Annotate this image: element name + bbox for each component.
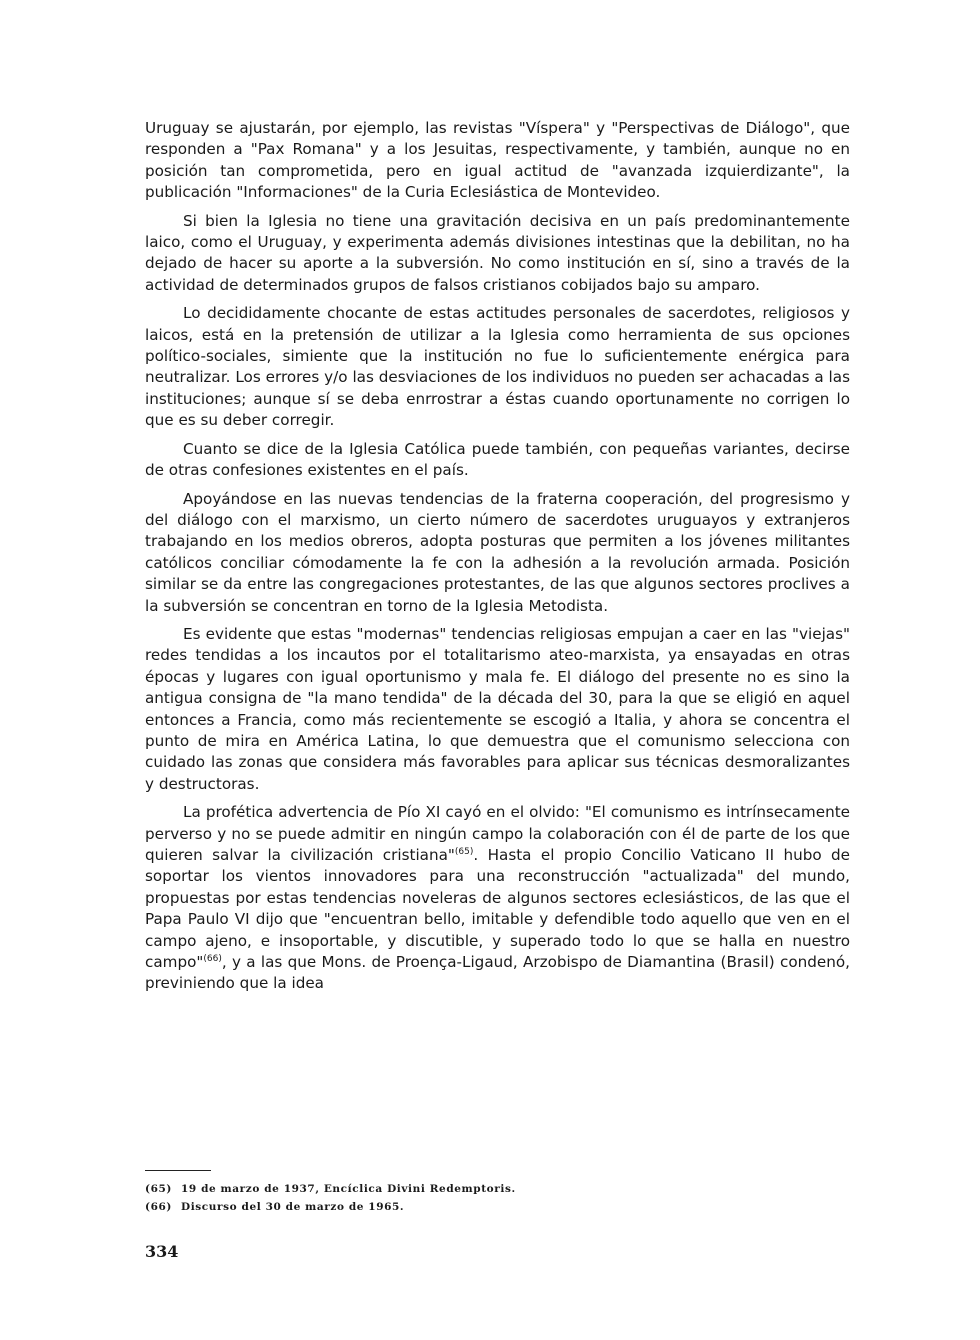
paragraph-7-part-3: , y a las que Mons. de Proença-Ligaud, Arzobispo de Diamantina (Brasil) condenó, previniendo que la idea xyxy=(145,953,850,993)
paragraph-7-part-1: La profética advertencia de Pío XI cayó en el olvido: "El comunismo es intrínsecamente perverso y no se puede admitir en ningún campo la colaboración con él de parte de los que quieren salvar la civilización cristiana" xyxy=(145,803,850,864)
paragraph-7-part-2: . Hasta el propio Concilio Vaticano II hubo de soportar los vientos innovadores para una reconstrucción "actualizada" del mundo, propuestas por estas tendencias noveleras de algunos sectores eclesiásticos, de las que el Papa Paulo VI dijo que "encuentran bello, imitable y defendible todo aquello que ven en el campo ajeno, e insoportable, y discutible, y superado todo lo que se halla en nuestro campo" xyxy=(145,846,850,972)
footnotes xyxy=(145,1180,516,1216)
paragraph-3: Lo decididamente chocante de estas actitudes personales de sacerdotes, religiosos y laicos, está en la pretensión de utilizar a la Iglesia como herramienta de sus opciones político-sociales, simiente que la institución no fue lo suficientemente enérgica para neutralizar. Los errores y/o las desviaciones de los individuos no pueden ser achacadas a las instituciones; aunque sí se deba enrrostrar a éstas cuando oportunamente no corrigen lo que es su deber corregir. xyxy=(145,304,850,430)
paragraph-6: Es evidente que estas "modernas" tendencias religiosas empujan a caer en las "viejas" redes tendidas a los incautos por el totalitarismo ateo-marxista, ya ensayadas en otras épocas y lugares con igual oportunismo y mala fe. El diálogo del presente no es sino la antigua consigna de "la mano tendida" de la década del 30, para la que se eligió en aquel entonces a Francia, como más recientemente se escogió a Italia, y ahora se concentra el punto de mira en América Latina, lo que demuestra que el comunismo selecciona con cuidado las zonas que considera más favorables para aplicar sus técnicas desmoralizantes y destructoras. xyxy=(145,624,850,793)
footnote-number: (66) xyxy=(145,1201,172,1213)
paragraph-7 xyxy=(145,802,850,995)
page-number: 334 xyxy=(145,1242,179,1261)
footnote-text: Discurso del 30 de marzo de 1965. xyxy=(181,1201,405,1213)
paragraph-5: Apoyándose en las nuevas tendencias de la fraterna cooperación, del progresismo y del diálogo con el marxismo, un cierto número de sacerdotes uruguayos y extranjeros trabajando en los medios obreros, adopta posturas que permiten a los jóvenes militantes católicos conciliar cómodamente la fe con la adhesión a la revolución armada. Posición similar se da entre las congregaciones protestantes, de las que algunos sectores proclives a la subversión se concentran en torno de la Iglesia Metodista. xyxy=(145,489,850,615)
footnote-divider xyxy=(145,1170,211,1171)
paragraph-1: Uruguay se ajustarán, por ejemplo, las revistas "Víspera" y "Perspectivas de Diálogo", que responden a "Pax Romana" y a los Jesuitas, respectivamente, y también, aunque no en posición tan comprometida, pero en igual actitud de "avanzada izquierdizante", la publicación "Informaciones" de la Curia Eclesiástica de Montevideo. xyxy=(145,119,850,202)
main-text xyxy=(145,118,850,995)
footnote-ref-66: (66) xyxy=(203,954,222,965)
footnote-number: (65) xyxy=(145,1183,172,1195)
footnote-ref-65: (65) xyxy=(454,847,474,857)
paragraph-4: Cuanto se dice de la Iglesia Católica puede también, con pequeñas variantes, decirse de otras confesiones existentes en el país. xyxy=(145,439,850,480)
footnote-text: 19 de marzo de 1937, Encíclica Divini Redemptoris. xyxy=(181,1183,516,1195)
footnote-66 xyxy=(145,1198,516,1216)
footnote-65 xyxy=(145,1180,516,1198)
paragraph-2: Si bien la Iglesia no tiene una gravitación decisiva en un país predominantemente laico, como el Uruguay, y experimenta además divisiones intestinas que la debilitan, no ha dejado de hacer su aporte a la subversión. No como institución en sí, sino a través de la actividad de determinados grupos de falsos cristianos cobijados bajo su amparo. xyxy=(145,211,850,294)
page-body xyxy=(145,118,850,1002)
